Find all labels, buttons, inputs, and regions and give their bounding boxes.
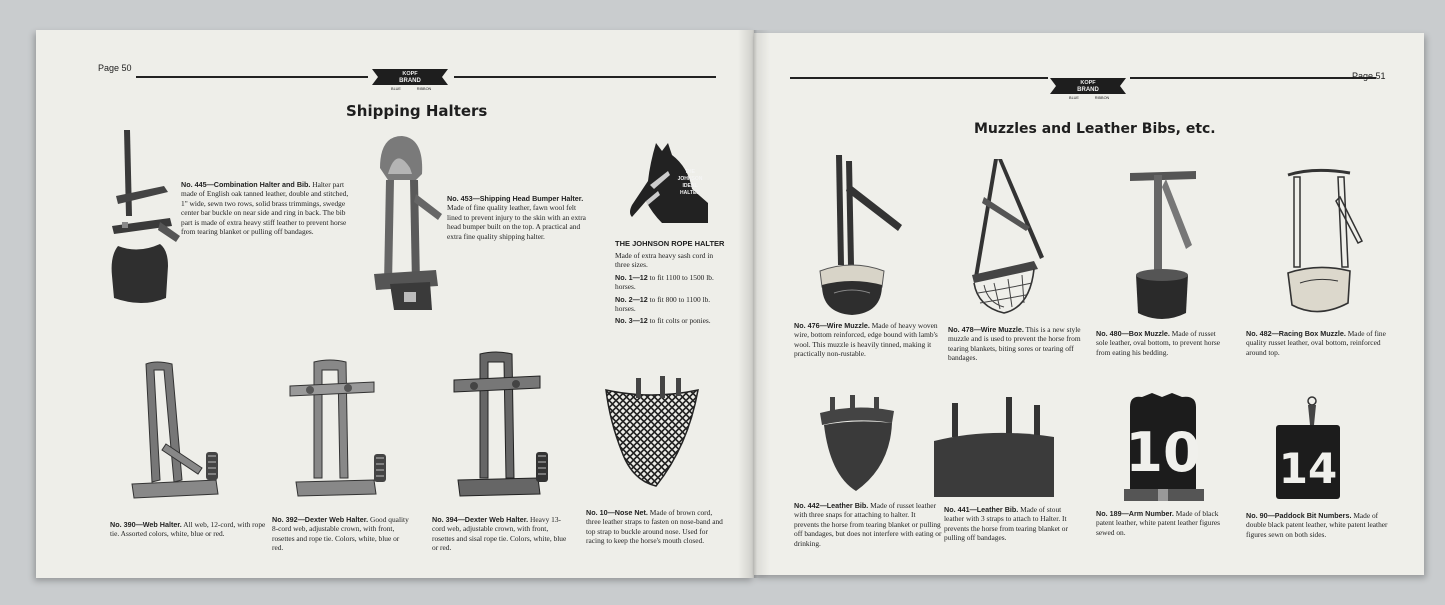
svg-text:BRAND: BRAND [1077, 87, 1099, 93]
wire-muzzle-478-illustration [964, 157, 1048, 317]
header-rule-right [1130, 77, 1376, 79]
item-441-description: No. 441—Leather Bib. Made of stout leather with 3 straps to attach to Halter. It prevents the horse from tearing blanket or pulling off bandages. [944, 505, 1068, 543]
svg-text:KOPF: KOPF [402, 71, 418, 77]
svg-text:RIBBON: RIBBON [416, 87, 432, 90]
section-title-shipping-halters: Shipping Halters [346, 102, 488, 120]
svg-text:RIBBON: RIBBON [1094, 96, 1110, 99]
svg-text:KOPF: KOPF [1080, 80, 1096, 86]
item-394-description: No. 394—Dexter Web Halter. Heavy 13-cord web, adjustable crown, with front, rosettes and sisal rope tie. Colors, white, blue or red. [432, 515, 567, 553]
item-189-description: No. 189—Arm Number. Made of black patent leather, white patent leather figures sewed on. [1096, 509, 1221, 537]
item-482-description: No. 482—Racing Box Muzzle. Made of fine quality russet leather, oval bottom, reinforced around top. [1246, 329, 1386, 357]
item-10-description: No. 10—Nose Net. Made of brown cord, three leather straps to fasten on nose-band and top strap to buckle around nose. Used for racing to keep the horse's mouth closed. [586, 508, 723, 546]
item-90-description: No. 90—Paddock Bit Numbers. Made of double black patent leather, white patent leather figures sewn on both sides. [1246, 511, 1388, 539]
header-rule-left [790, 77, 1048, 79]
svg-text:HALTER: HALTER [680, 190, 700, 196]
svg-text:JOHNSON: JOHNSON [677, 176, 703, 182]
item-480-description: No. 480—Box Muzzle. Made of russet sole leather, oval bottom, to prevent horse from eating his bedding. [1096, 329, 1221, 357]
page-number-left: Page 50 [98, 63, 132, 73]
svg-text:BLUE: BLUE [391, 87, 401, 90]
item-478-description: No. 478—Wire Muzzle. This is a new style muzzle and is used to prevent the horse from tearing blankets, biting sores or tearing off bandages. [948, 325, 1081, 363]
item-390-description: No. 390—Web Halter. All web, 12-cord, with rope tie. Assorted colors, white, blue or red. [110, 520, 266, 539]
paddock-bit-number-14-illustration [1272, 395, 1344, 503]
nose-net-illustration [602, 376, 702, 496]
racing-box-muzzle-illustration [1278, 167, 1364, 319]
dexter-web-halter-394-illustration [450, 350, 556, 502]
svg-text:14: 14 [1278, 444, 1338, 493]
dexter-web-halter-392-illustration [288, 358, 394, 502]
box-muzzle-480-illustration [1126, 165, 1202, 325]
left-catalog-page [36, 30, 754, 578]
svg-text:BLUE: BLUE [1069, 96, 1079, 99]
item-453-description: No. 453—Shipping Head Bumper Halter. Made of fine quality leather, fawn wool felt lined to prevent injury to the skin with an extra head bumper built on the top. A practical and extra fine quality shipping halter. [447, 194, 586, 241]
svg-text:THE: THE [685, 169, 695, 175]
arm-number-10-illustration [1122, 391, 1206, 507]
johnson-rope-halter-heading: THE JOHNSON ROPE HALTER [615, 239, 725, 248]
item-392-description: No. 392—Dexter Web Halter. Good quality 8-cord web, adjustable crown, with front, rosettes and rope tie. Colors, white, blue or red. [272, 515, 409, 553]
header-rule-left [136, 76, 368, 78]
svg-text:BRAND: BRAND [399, 78, 421, 84]
leather-bib-441-illustration [930, 397, 1058, 505]
johnson-halter-horse-photo [628, 141, 708, 223]
section-title-muzzles-bibs: Muzzles and Leather Bibs, etc. [974, 121, 1216, 137]
kopf-brand-logo [1048, 73, 1128, 99]
svg-text:IDEAL: IDEAL [682, 183, 698, 189]
item-442-description: No. 442—Leather Bib. Made of russet leather with three snaps for attaching to halter. It prevents the horse from tearing blanket or pulling off bandages, but does not interfere with eating or drinking. [794, 501, 942, 548]
combination-halter-bib-illustration [102, 126, 184, 308]
leather-bib-442-illustration [816, 395, 900, 495]
wire-muzzle-476-illustration [812, 153, 906, 317]
web-halter-390-illustration [126, 360, 232, 508]
kopf-brand-logo [370, 64, 450, 90]
shipping-head-bumper-halter-illustration [366, 134, 444, 312]
item-445-description: No. 445—Combination Halter and Bib. Halter part made of English oak tanned leather, double and stitched, 1" wide, sewn two rows, solid brass trimmings, swedge center bar buckle on near side and ring in back. The bib part is made of extra heavy stiff leather to prevent horse from tearing blanket or pulling off bandages. [181, 180, 349, 237]
header-rule-right [454, 76, 716, 78]
right-catalog-page [754, 33, 1424, 575]
svg-text:10: 10 [1125, 421, 1201, 484]
page-number-right: Page 51 [1352, 71, 1386, 81]
johnson-rope-halter-description: Made of extra heavy sash cord in three sizes. No. 1—12 to fit 1100 to 1500 lb. horses. No. 2—12 to fit 800 to 1100 lb. horses. No. 3—12 to fit colts or ponies. [615, 251, 714, 326]
item-476-description: No. 476—Wire Muzzle. Made of heavy woven wire, bottom reinforced, edge bound with lamb's wool. This muzzle is heavily tinned, making it practically non-rustable. [794, 321, 938, 359]
